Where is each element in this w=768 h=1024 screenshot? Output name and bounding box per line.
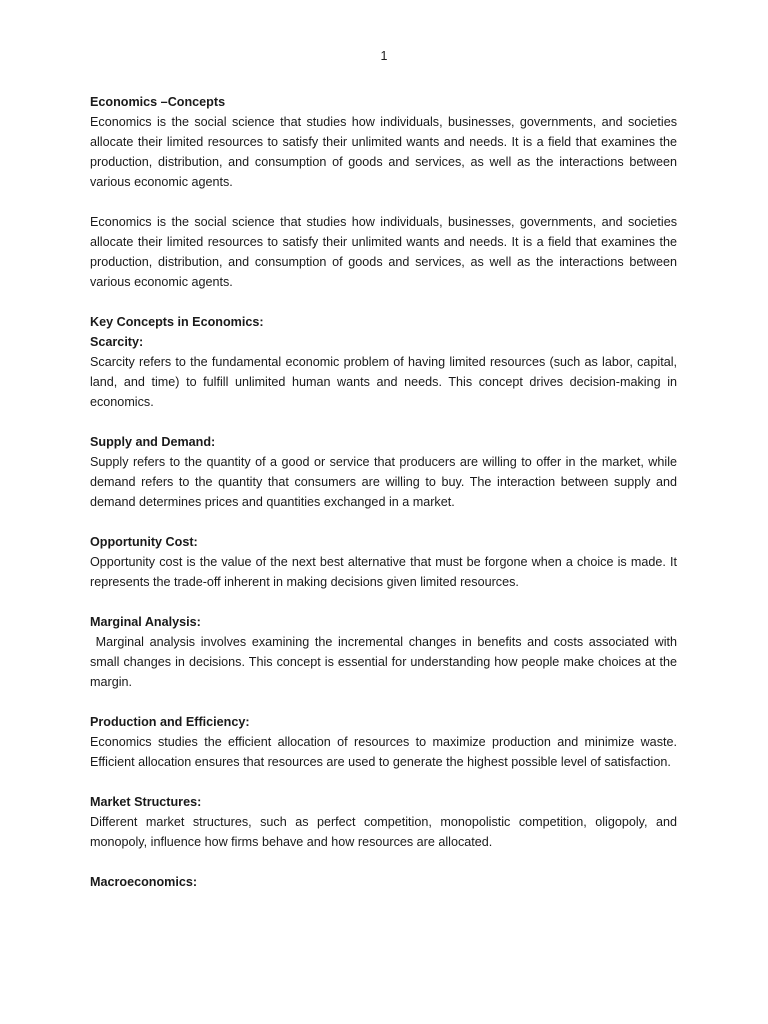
section-opportunity-cost — [90, 532, 677, 592]
section-title: Marginal Analysis: — [90, 615, 201, 629]
section-body: Marginal analysis involves examining the incremental changes in benefits and costs associated with small changes in decisions. This concept is essential for understanding how people make choices at the margin. — [90, 635, 681, 689]
section-title: Supply and Demand: — [90, 435, 216, 449]
section-title: Scarcity: — [90, 335, 144, 349]
intro-paragraph-2: Economics is the social science that studies how individuals, businesses, governments, and societies allocate their limited resources to satisfy their unlimited wants and needs. It is a field that examines the production, distribution, and consumption of goods and services, as well as the interactions between various economic agents. — [90, 215, 677, 289]
section-production-and-efficiency — [90, 712, 677, 772]
page-number: 1 — [380, 49, 388, 63]
document-title: Economics –Concepts — [90, 95, 226, 109]
intro-paragraph-1: Economics is the social science that studies how individuals, businesses, governments, and societies allocate their limited resources to satisfy their unlimited wants and needs. It is a field that examines the production, distribution, and consumption of goods and services, as well as the interactions between various economic agents. — [90, 115, 677, 189]
key-concepts-heading: Key Concepts in Economics: — [90, 315, 264, 329]
section-title: Opportunity Cost: — [90, 535, 198, 549]
section-body: Opportunity cost is the value of the next best alternative that must be forgone when a choice is made. It represents the trade-off inherent in making decisions given limited resources. — [90, 555, 677, 589]
section-body: Supply refers to the quantity of a good or service that producers are willing to offer in the market, while demand refers to the quantity that consumers are willing to buy. The interaction between supply and demand determines prices and quantities exchanged in a market. — [90, 455, 677, 509]
section-supply-and-demand — [90, 432, 677, 512]
section-body: Economics studies the efficient allocation of resources to maximize production and minimize waste. Efficient allocation ensures that resources are used to generate the highest possible level of satisfaction. — [90, 735, 677, 769]
section-scarcity — [90, 332, 677, 412]
section-marginal-analysis — [90, 612, 681, 692]
section-title: Production and Efficiency: — [90, 715, 250, 729]
section-body: Scarcity refers to the fundamental economic problem of having limited resources (such as labor, capital, land, and time) to fulfill unlimited human wants and needs. This concept drives decision-making in economics. — [90, 355, 677, 409]
section-market-structures — [90, 792, 677, 852]
section-body: Different market structures, such as perfect competition, monopolistic competition, oligopoly, and monopoly, influence how firms behave and how resources are allocated. — [90, 815, 677, 849]
section-macroeconomics — [90, 872, 677, 892]
section-title: Market Structures: — [90, 795, 202, 809]
document-body — [90, 92, 681, 912]
section-title: Macroeconomics: — [90, 875, 198, 889]
